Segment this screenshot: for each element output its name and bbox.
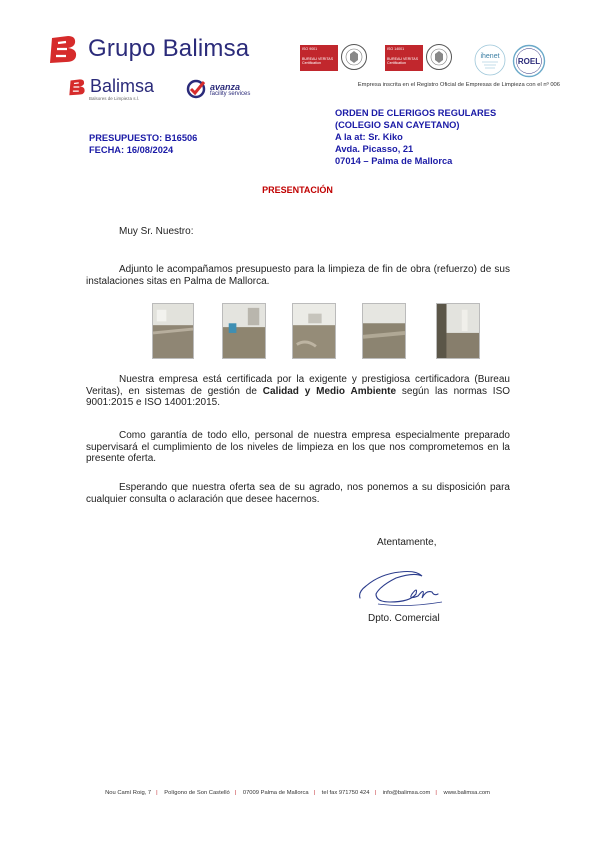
bureau-veritas-seal-icon: [425, 43, 453, 71]
iso9001-certificate-badge: [300, 43, 380, 79]
site-photo-image: [363, 304, 405, 358]
closing-text: Atentamente,: [377, 537, 437, 548]
recipient-line1: ORDEN DE CLERIGOS REGULARES: [335, 108, 497, 118]
site-photo-image: [437, 304, 479, 358]
partner-name: avanza: [210, 81, 241, 92]
salutation: Muy Sr. Nuestro:: [119, 226, 194, 237]
site-photo-image: [153, 304, 193, 358]
cert-standard: ISO 14001: [387, 47, 405, 51]
recipient-address: Avda. Picasso, 21: [335, 144, 414, 154]
budget-block: [89, 132, 197, 156]
cert-issuer: BUREAU VERITAS: [302, 57, 334, 62]
site-photo-image: [223, 304, 265, 358]
recipient-line2: (COLEGIO SAN CAYETANO): [335, 120, 460, 130]
avanza-check-icon: [186, 79, 208, 99]
ihenet-logo-icon: [472, 43, 508, 77]
handwritten-signature: [356, 564, 450, 610]
cert-standard: ISO 9001: [302, 47, 318, 51]
paragraph-guarantee: [86, 430, 510, 465]
site-photo: [362, 303, 406, 359]
balimsa-b-mark-icon: [67, 78, 87, 96]
paragraph-text: Nuestra empresa está certificada por la exigente y prestigiosa certificadora (Bureau Veritas), en sistemas de gestión de: [86, 374, 510, 397]
cert-label: Certification: [387, 61, 406, 66]
roel-label: ROEL: [517, 57, 541, 66]
footer-area: Polígono de Son Castelló: [164, 790, 230, 796]
ihenet-label: ihenet: [480, 53, 500, 60]
group-name: Grupo Balimsa: [88, 35, 250, 62]
site-photo: [222, 303, 266, 359]
paragraph-text: Adjunto le acompañamos presupuesto para la limpieza de fin de obra (refuerzo) de sus instalaciones sitas en Palma de Mallorca.: [86, 264, 510, 287]
grupo-balimsa-logo: [46, 34, 249, 64]
paragraph-intro: [86, 264, 510, 287]
site-photo: [152, 303, 194, 359]
signature-department: Dpto. Comercial: [368, 613, 440, 624]
registry-note: Empresa inscrita en el Registro Oficial de Empresas de Limpieza con el nº 006: [357, 82, 560, 88]
footer-email: info@balimsa.com: [382, 790, 431, 796]
budget-date: FECHA: 16/08/2024: [89, 145, 174, 155]
site-photo: [292, 303, 336, 359]
footer-address: Nou Camí Roig, 7: [105, 790, 152, 796]
paragraph-text: según las normas ISO 9001:2015 e ISO 14001:2015.: [86, 385, 511, 409]
brand-subtitle: Balsores de Limpieza s.l.: [89, 96, 140, 101]
roel-logo-icon: [512, 44, 546, 78]
page-footer: Nou Camí Roig, 7 | Polígono de Son Castelló | 07009 Palma de Mallorca | tel fax 971750 424 | info@balimsa.com | www.balimsa.com: [105, 790, 490, 796]
balimsa-logo: [67, 76, 154, 101]
footer-city: 07009 Palma de Mallorca: [242, 790, 309, 796]
paragraph-text: Esperando que nuestra oferta sea de su agrado, nos ponemos a su disposición para cualquier consulta o aclaración que desee hacernos.: [86, 482, 510, 505]
bureau-veritas-seal-icon: [340, 43, 368, 71]
budget-number: PRESUPUESTO: B16506: [89, 133, 198, 143]
site-photo: [436, 303, 480, 359]
partner-subtitle: facility services: [210, 90, 251, 97]
paragraph-bold-text: Calidad y Medio Ambiente: [262, 385, 397, 397]
brand-name: Balimsa: [90, 76, 155, 96]
paragraph-farewell: [86, 482, 510, 505]
recipient-attn: A la at: Sr. Kiko: [335, 132, 403, 142]
paragraph-certification: [86, 374, 510, 409]
cert-label: Certification: [302, 61, 321, 66]
footer-website: www.balimsa.com: [443, 790, 490, 796]
balimsa-b-mark-icon: [46, 34, 80, 64]
recipient-block: [335, 107, 496, 167]
paragraph-text: Como garantía de todo ello, personal de nuestra empresa especialmente preparado supervisará el cumplimiento de los niveles de limpieza en los que nos comprometemos en la presente oferta.: [86, 430, 510, 465]
section-title: PRESENTACIÓN: [262, 185, 333, 195]
recipient-city: 07014 – Palma de Mallorca: [335, 156, 453, 166]
footer-phone: tel fax 971750 424: [321, 790, 370, 796]
iso14001-certificate-badge: [385, 43, 465, 79]
site-photo-image: [293, 304, 335, 358]
cert-issuer: BUREAU VERITAS: [387, 57, 419, 62]
avanza-logo: [186, 79, 250, 99]
